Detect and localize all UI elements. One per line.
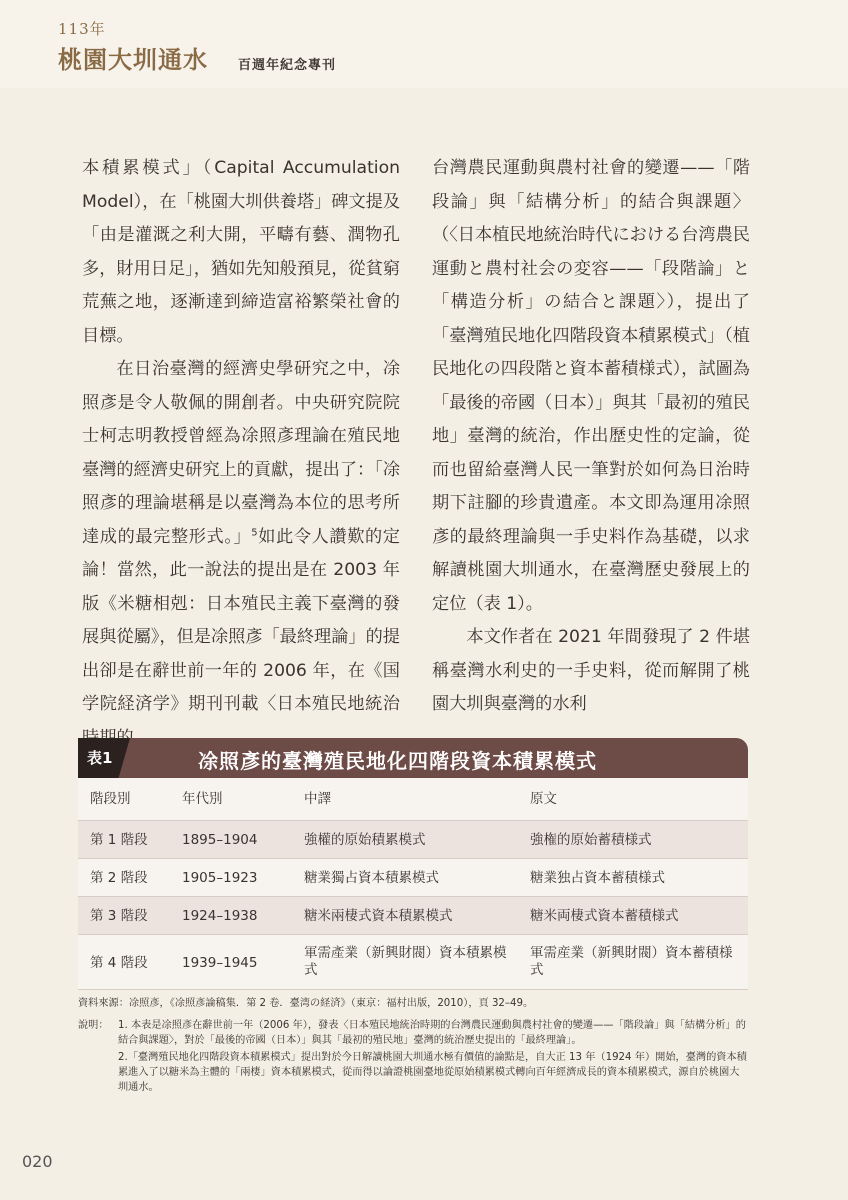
- row-original: 軍需産業（新興財閥）資本蓄積様式: [530, 945, 733, 978]
- notes-label: 說明：: [78, 1020, 109, 1031]
- row-stage: 第 4 階段: [90, 955, 148, 971]
- table-note-2: 2.「臺灣殖民地化四階段資本積累模式」提出對於今日解讀桃園大圳通水極有價值的論點是，自大正 13 年（1924 年）開始，臺灣的資本積累進入了以糖米為主體的「兩棲」資本積累模式，從而得以論證桃園臺地從原始積累模式轉向百年經濟成長的資本積累模式，源自於桃園大圳通水。: [118, 1052, 747, 1093]
- column-header-stage: 階段別: [90, 791, 131, 807]
- row-translation: 糖業獨占資本積累模式: [304, 870, 439, 886]
- column-header-translation: 中譯: [304, 791, 331, 807]
- row-original: 糖米両棲式資本蓄積様式: [530, 908, 679, 924]
- table-tag-label: 表1: [87, 749, 113, 767]
- table-row: [78, 820, 748, 859]
- row-translation: 強權的原始積累模式: [304, 832, 426, 848]
- right-paragraph-1: 台灣農民運動與農村社會的變遷——「階段論」與「結構分析」的結合與課題〉（〈日本植民地統治時代における台湾農民運動と農村社会の変容——「段階論」と「構造分析」の結合と課題〉），提出了「臺灣殖民地化四階段資本積累模式」（植民地化の四段階と資本蓄積様式），試圖為「最後的帝國（日本）」與其「最初的殖民地」臺灣的統治，作出歷史性的定論，從而也留給臺灣人民一筆對於如何為日治時期下註腳的珍貴遺產。本文即為運用凃照彥的最終理論與一手史料作為基礎，以求解讀桃園大圳通水，在臺灣歷史發展上的定位（表 1）。: [432, 158, 750, 614]
- header-title: 桃園大圳通水: [58, 45, 208, 74]
- left-paragraph-2: [82, 353, 400, 755]
- row-original: 糖業独占資本蓄積様式: [530, 870, 665, 886]
- table-row: [78, 858, 748, 897]
- row-years: 1895–1904: [182, 832, 258, 848]
- column-header-years: 年代別: [182, 791, 223, 807]
- table-title: 凃照彥的臺灣殖民地化四階段資本積累模式: [198, 749, 597, 773]
- row-years: 1939–1945: [182, 955, 258, 971]
- table-row: [78, 896, 748, 935]
- row-translation: 軍需產業（新興財閥）資本積累模式: [304, 945, 507, 978]
- table-source: 資料來源：凃照彥，《凃照彥論稿集．第 2 卷．臺湾の経済》（東京：福村出版，2010），頁 32–49。: [78, 998, 534, 1009]
- row-stage: 第 2 階段: [90, 870, 148, 886]
- right-paragraph-2: 本文作者在 2021 年間發現了 2 件堪稱臺灣水利史的一手史料，從而解開了桃園大圳與臺灣的水利: [432, 627, 750, 714]
- row-stage: 第 3 階段: [90, 908, 148, 924]
- row-years: 1905–1923: [182, 870, 258, 886]
- page-header: [0, 0, 848, 88]
- table-row: [78, 934, 748, 990]
- left-paragraph-1: 本積累模式」（Capital Accumulation Model），在「桃園大圳供養塔」碑文提及「由是灌溉之利大開，平疇有藝、潤物孔多，財用日足」，猶如先知般預見，從貧窮荒蕪之地，逐漸達到締造富裕繁榮社會的目標。: [82, 158, 401, 346]
- left-column: [82, 152, 400, 755]
- header-subtitle: 百週年紀念專刊: [238, 58, 337, 73]
- table-column-headers: [78, 778, 748, 820]
- row-translation: 糖米兩棲式資本積累模式: [304, 908, 453, 924]
- left-paragraph-2-text: 在日治臺灣的經濟史學研究之中，凃照彥是令人敬佩的開創者。中央研究院院士柯志明教授曾經為凃照彥理論在殖民地臺灣的經濟史研究上的貢獻，提出了：「凃照彥的理論堪稱是以臺灣為本位的思考所達成的最完整形式。」: [82, 359, 400, 547]
- left-paragraph-2-continued: 如此令人讚歎的定論！當然，此一說法的提出是在 2003 年版《米糖相剋：日本殖民主義下臺灣的發展與從屬》，但是凃照彥「最終理論」的提出卻是在辭世前一年的 2006 年，在《国学院経済学》期刊刊載〈日本殖民地統治: [82, 526, 400, 714]
- column-header-original: 原文: [530, 791, 557, 807]
- row-original: 強権的原始蓄積様式: [530, 832, 652, 848]
- table-note-1: 1. 本表是凃照彥在辭世前一年（2006 年），發表〈日本殖民地統治時期的台灣農民運動與農村社會的變遷——「階段論」與「結構分析」的結合與課題〉，對於「最後的帝國（日本）」與其「最初的殖民地」臺灣的統治歷史提出的「最終理論」。: [118, 1020, 746, 1046]
- table-header: [78, 738, 748, 778]
- footnote-marker[interactable]: 5: [251, 526, 258, 538]
- header-year: 113年: [58, 20, 106, 38]
- right-column: [432, 152, 750, 722]
- page-number: 020: [22, 1152, 53, 1171]
- row-years: 1924–1938: [182, 908, 258, 924]
- row-stage: 第 1 階段: [90, 832, 148, 848]
